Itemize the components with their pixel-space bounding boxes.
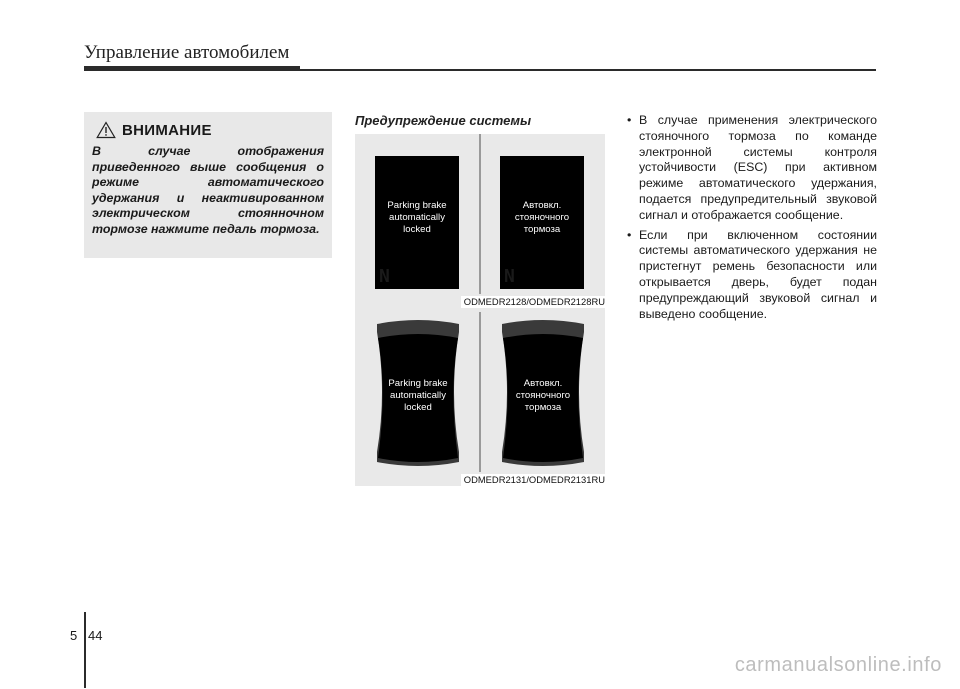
cluster-screen-bottom-right — [498, 316, 588, 468]
cluster-screen-top-left — [375, 156, 459, 289]
gear-indicator: N — [504, 266, 516, 287]
figure-caption-bottom: ODMEDR2131/ODMEDR2131RU — [461, 474, 605, 486]
warning-header — [96, 120, 324, 140]
cluster-screen-bottom-left — [373, 316, 463, 468]
screen-message: Parking brake automatically locked — [388, 378, 448, 413]
figure-divider-bottom — [479, 312, 481, 472]
header-rule-thick — [84, 66, 300, 71]
screen-message: Автовкл. стояночного тормоза — [514, 200, 570, 235]
warning-triangle-icon — [96, 121, 116, 139]
bullet-list — [625, 113, 877, 326]
bullet-item: • Если при включенном состоянии системы автоматического удержания не пристегнут ремень безопасности или открывается дверь, будет подан предупреждающий звуковой сигнал и выведено сообщение. — [625, 228, 877, 323]
bullet-item: • В случае применения электрического стояночного тормоза по команде электронной системы контроля устойчивости (ESC) при активном режиме автоматического удержания, подается предупредительный звуковой сигнал и отображается сообщение. — [625, 113, 877, 224]
screen-message: Автовкл. стояночного тормоза — [515, 378, 571, 413]
cluster-screen-top-right — [500, 156, 584, 289]
header-rule-thin — [300, 69, 876, 71]
warning-title: ВНИМАНИЕ — [122, 121, 212, 139]
figure-divider-top — [479, 134, 481, 294]
figure-caption-top: ODMEDR2128/ODMEDR2128RU — [461, 296, 605, 308]
header-title: Управление автомобилем — [84, 42, 290, 63]
warning-box — [84, 112, 332, 258]
section-title: Предупреждение системы — [355, 113, 532, 128]
page-number: 44 — [88, 628, 103, 643]
cluster-figure — [355, 134, 605, 486]
warning-text: В случае отображения приведенного выше сообщения о режиме автоматического удержания и неактивированном электрическом стоянночном тормозе нажмите педаль тормоза. — [92, 144, 324, 236]
watermark: carmanualsonline.info — [734, 654, 942, 676]
page-section-number: 5 — [70, 628, 78, 643]
gear-indicator: N — [379, 266, 391, 287]
footer-rule — [84, 612, 86, 688]
screen-message: Parking brake automatically locked — [387, 200, 447, 235]
